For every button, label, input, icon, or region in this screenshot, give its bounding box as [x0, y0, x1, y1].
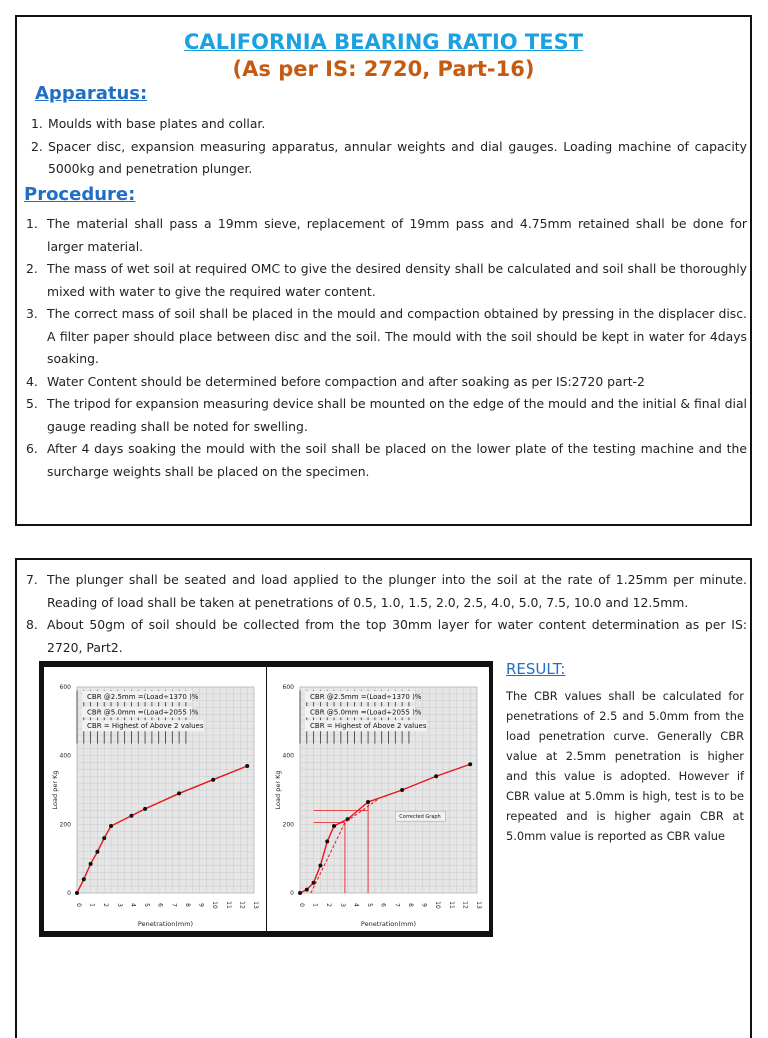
x-tick-label: 0	[75, 903, 82, 907]
x-tick-label: 12	[461, 901, 469, 909]
annotation-label: CBR @2.5mm =(Load÷1370 )%	[310, 693, 422, 702]
apparatus-list	[31, 113, 747, 181]
corrected-load-penetration-chart	[267, 667, 489, 931]
document-subtitle: (As per IS: 2720, Part-16)	[232, 57, 535, 81]
load-penetration-chart	[44, 667, 266, 931]
item-number: 3.	[26, 306, 38, 321]
x-tick-label: 2	[325, 903, 333, 907]
item-text: The mass of wet soil at required OMC to give the desired density shall be calculated and soil shall be thoroughly mixed with water to give the required water content.	[47, 261, 747, 299]
x-tick-label: 9	[420, 903, 428, 907]
x-tick-label: 13	[252, 901, 259, 909]
item-text: Spacer disc, expansion measuring apparatus, annular weights and dial gauges. Loading machine of capacity 5000kg and penetration plunger.	[48, 138, 747, 176]
x-tick-label: 3	[338, 903, 346, 907]
y-tick-label: 600	[59, 684, 71, 691]
y-tick-label: 400	[59, 752, 71, 760]
annotation-label: CBR @5.0mm =(Load÷2055 )%	[310, 708, 422, 717]
item-text: The plunger shall be seated and load applied to the plunger into the soil at the rate of 1.25mm per minute. Reading of load shall be taken at penetrations of 0.5, 1.0, 1.5, 2.0, 2.5, 4.0, 5.0, 7.5, 10.0 and 12.5mm.	[47, 572, 747, 610]
data-point	[177, 791, 181, 795]
y-axis-label: Load per Kg	[274, 770, 282, 810]
x-tick-label: 9	[197, 903, 205, 907]
data-point	[75, 891, 79, 895]
item-number: 5.	[26, 396, 38, 411]
x-tick-label: 13	[475, 901, 482, 909]
apparatus-heading: Apparatus:	[35, 83, 148, 104]
procedure-list	[26, 213, 747, 483]
x-tick-label: 8	[406, 903, 414, 907]
data-point	[245, 764, 249, 768]
data-point	[332, 824, 336, 828]
result-text: The CBR values shall be calculated for penetrations of 2.5 and 5.0mm from the load penetration curve. Generally CBR value at 2.5mm penetration is higher and this value is adopted. However if CBR value at 5.0mm is high, test is to be repeated and is higher again CBR at 5.0mm value is reported as CBR value	[506, 689, 744, 843]
item-text: The material shall pass a 19mm sieve, replacement of 19mm pass and 4.75mm retained shall be done for larger material.	[47, 216, 747, 254]
item-text: The correct mass of soil shall be placed in the mould and compaction obtained by pressing in the displacer disc. A filter paper should place between disc and the soil. The mould with the soil should be kept in water for 4days soaking.	[47, 306, 747, 366]
x-tick-label: 12	[238, 901, 246, 909]
data-point	[366, 800, 370, 804]
data-point	[109, 824, 113, 828]
data-point	[400, 788, 404, 792]
item-text: After 4 days soaking the mould with the soil shall be placed on the lower plate of the testing machine and the surcharge weights shall be placed on the specimen.	[47, 441, 747, 479]
x-tick-label: 11	[447, 901, 455, 909]
document-title: CALIFORNIA BEARING RATIO TEST	[183, 30, 584, 54]
graphs-panel	[39, 661, 493, 937]
data-point	[318, 864, 322, 868]
item-number: 7.	[26, 572, 38, 587]
chart-svg	[267, 667, 489, 931]
list-item	[26, 258, 747, 303]
x-tick-label: 11	[224, 901, 232, 909]
item-text: About 50gm of soil should be collected from the top 30mm layer for water content determination as per IS: 2720, Part2.	[47, 617, 747, 655]
data-point	[143, 807, 147, 811]
list-item	[31, 113, 747, 136]
y-tick-label: 200	[59, 821, 71, 829]
item-number: 4.	[26, 373, 38, 389]
procedure-list-continued	[26, 569, 747, 659]
x-tick-label: 3	[115, 903, 123, 907]
x-tick-label: 4	[352, 903, 360, 907]
page-one	[15, 15, 752, 526]
x-axis-label: Penetration(mm)	[137, 920, 194, 928]
x-tick-label: 8	[183, 903, 191, 907]
list-item	[26, 213, 747, 258]
item-number: 6.	[26, 441, 38, 456]
data-point	[434, 774, 438, 778]
x-axis-label: Penetration(mm)	[360, 920, 417, 928]
y-tick-label: 0	[67, 890, 71, 897]
x-tick-label: 5	[366, 903, 374, 907]
x-tick-label: 6	[156, 903, 164, 907]
page-two	[15, 558, 752, 1038]
list-item	[26, 438, 747, 483]
x-tick-label: 1	[311, 903, 319, 907]
y-tick-label: 0	[290, 890, 294, 897]
x-tick-label: 6	[379, 903, 387, 907]
list-item	[26, 569, 747, 614]
list-item	[26, 393, 747, 438]
data-point	[129, 814, 133, 818]
x-tick-label: 1	[88, 903, 96, 907]
item-number: 2.	[31, 138, 43, 154]
annotation-label: CBR = Highest of Above 2 values	[87, 722, 204, 731]
x-tick-label: 10	[434, 901, 442, 909]
list-item	[26, 371, 747, 394]
x-tick-label: 7	[393, 903, 401, 907]
data-point	[312, 881, 316, 885]
x-tick-label: 2	[102, 903, 110, 907]
data-point	[82, 877, 86, 881]
annotation-label: CBR = Highest of Above 2 values	[310, 722, 427, 731]
list-item	[26, 303, 747, 371]
x-tick-label: 5	[143, 903, 151, 907]
x-tick-label: 4	[129, 903, 137, 907]
procedure-heading: Procedure:	[24, 184, 136, 205]
y-tick-label: 400	[282, 752, 294, 760]
y-tick-label: 200	[282, 821, 294, 829]
data-point	[305, 888, 309, 892]
list-item	[26, 614, 747, 659]
item-number: 2.	[26, 261, 38, 276]
y-tick-label: 600	[282, 684, 294, 691]
corrected-graph-label: Corrected Graph	[399, 814, 441, 821]
data-point	[298, 891, 302, 895]
data-point	[102, 836, 106, 840]
y-axis-label: Load per Kg	[51, 770, 59, 810]
x-tick-label: 10	[211, 901, 219, 909]
item-number: 1.	[26, 216, 38, 231]
data-point	[95, 850, 99, 854]
annotation-label: CBR @5.0mm =(Load÷2055 )%	[87, 708, 199, 717]
data-point	[468, 762, 472, 766]
data-point	[89, 862, 93, 866]
item-text: The tripod for expansion measuring device shall be mounted on the edge of the mould and the initial & final dial gauge reading shall be noted for swelling.	[47, 396, 747, 434]
item-number: 8.	[26, 617, 38, 632]
item-text: Water Content should be determined before compaction and after soaking as per IS:2720 part-2	[47, 373, 645, 389]
annotation-label: CBR @2.5mm =(Load÷1370 )%	[87, 693, 199, 702]
x-tick-label: 0	[298, 903, 305, 907]
chart-svg	[44, 667, 266, 931]
list-item	[31, 136, 747, 181]
item-text: Moulds with base plates and collar.	[48, 116, 266, 131]
data-point	[211, 778, 215, 782]
x-tick-label: 7	[170, 903, 178, 907]
result-heading: RESULT:	[506, 660, 566, 678]
item-number: 1.	[31, 116, 43, 131]
data-point	[325, 840, 329, 844]
